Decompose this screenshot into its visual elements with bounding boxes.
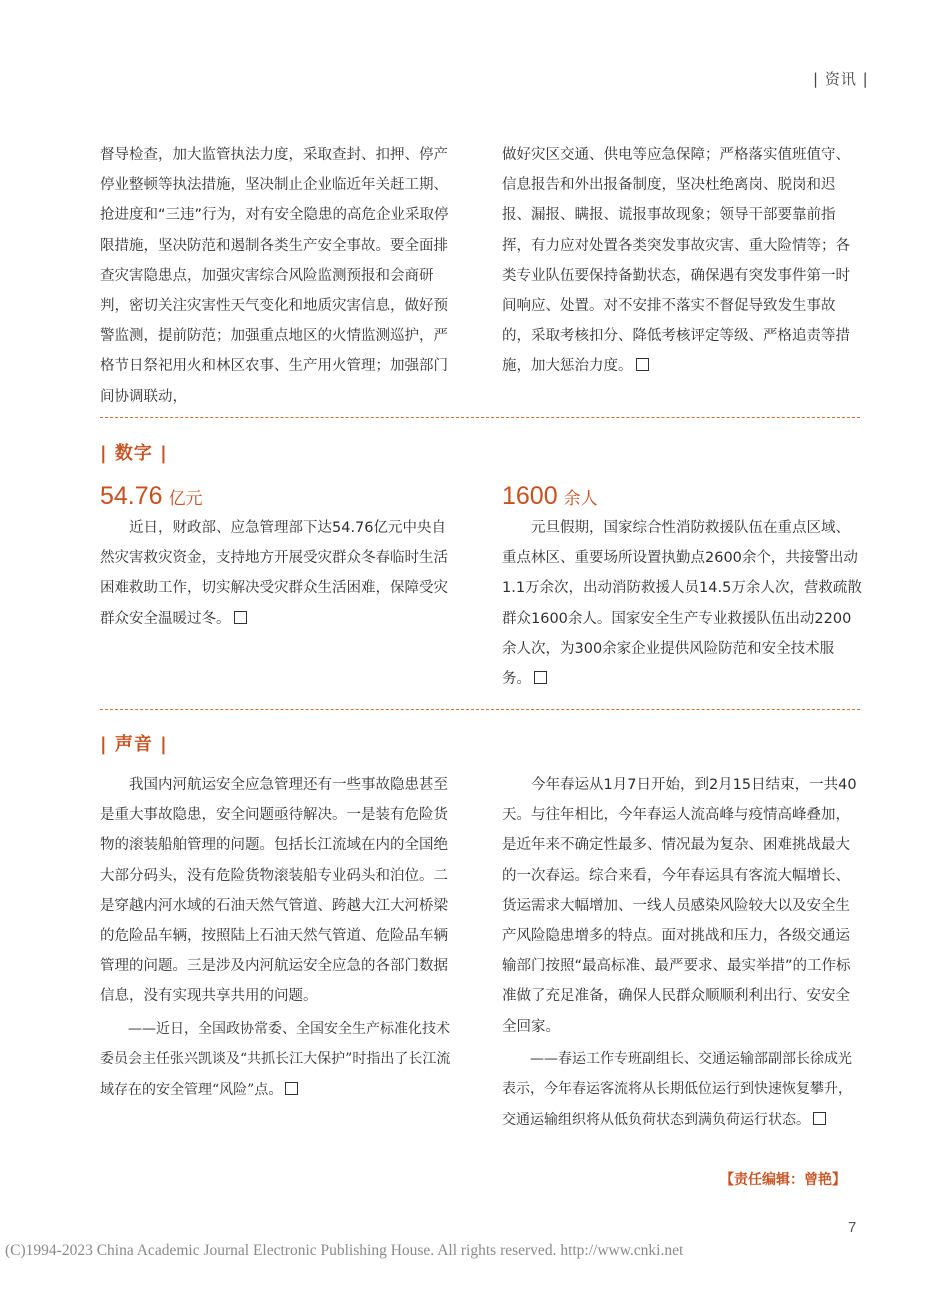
numbers-section-title: | 数字 | xyxy=(100,443,168,464)
end-mark-icon xyxy=(636,358,649,371)
numbers-right-column xyxy=(502,513,862,694)
numbers-left-text xyxy=(100,513,460,634)
voices-left-source-text: ——近日，全国政协常委、全国安全生产标准化技术委员会主任张兴凯谈及“共抓长江大保护”时指出了长江流域存在的安全管理“风险”点。 xyxy=(100,1020,451,1098)
section-tag: | 资讯 | xyxy=(813,70,869,88)
section-divider xyxy=(100,709,860,710)
figure-unit: 余人 xyxy=(563,489,598,509)
voices-left-column xyxy=(100,770,460,1105)
numbers-right-text xyxy=(502,513,862,694)
article-right-body: 做好灾区交通、供电等应急保障；严格落实值班值守、信息报告和外出报备制度，坚决杜绝离岗、脱岗和迟报、漏报、瞒报、谎报事故现象；领导干部要靠前指挥，有力应对处置各类突发事故灾害、重大险情等；各类专业队伍要保持备勤状态，确保遇有突发事件第一时间响应、处置。对不安排不落实不督促导致发生事故的，采取考核扣分、降低考核评定等级、严格追责等措施，加大惩治力度。 xyxy=(502,147,850,375)
article-right-text xyxy=(502,140,862,382)
figure-value: 1600 xyxy=(502,482,558,510)
voices-section-title: | 声音 | xyxy=(100,734,168,755)
end-mark-icon xyxy=(534,671,547,684)
responsible-editor: 【责任编辑：曾艳】 xyxy=(720,1172,846,1188)
voices-right-source-text: ——春运工作专班副组长、交通运输部副部长徐成光表示，今年春运客流将从长期低位运行到快速恢复攀升，交通运输组织将从低负荷状态到满负荷运行状态。 xyxy=(502,1050,852,1128)
voices-right-text: 今年春运从1月7日开始，到2月15日结束，一共40天。与往年相比，今年春运人流高峰与疫情高峰叠加，是近年来不确定性最多、情况最为复杂、困难挑战最大的一次春运。综合来看，今年春运具有客流大幅增长、货运需求大幅增加、一线人员感染风险较大以及安全生产风险隐患增多的特点。面对挑战和压力，各级交通运输部门按照“最高标准、最严要求、最实举措”的工作标准做了充足准备，确保人民群众顺顺利利出行、安安全全回家。 xyxy=(502,777,857,1035)
page-number: 7 xyxy=(848,1219,857,1236)
figure-value: 54.76 xyxy=(100,482,163,510)
numbers-right-body: 元旦假期，国家综合性消防救援队伍在重点区域、重点林区、重要场所设置执勤点2600余个，共接警出动1.1万余次，出动消防救援人员14.5万余人次，营救疏散群众1600余人。国家安全生产专业救援队伍出动2200余人次，为300余家企业提供风险防范和安全技术服务。 xyxy=(502,520,862,688)
figure-unit: 亿元 xyxy=(168,489,203,509)
end-mark-icon xyxy=(285,1082,298,1095)
numbers-left-figure xyxy=(100,482,203,511)
article-right-column xyxy=(502,140,862,382)
numbers-left-column xyxy=(100,513,460,634)
article-left-column xyxy=(100,140,460,412)
numbers-left-body: 近日，财政部、应急管理部下达54.76亿元中央自然灾害救灾资金，支持地方开展受灾群众冬春临时生活困难救助工作，切实解决受灾群众生活困难，保障受灾群众安全温暖过冬。 xyxy=(100,520,448,627)
copyright-footer: (C)1994-2023 China Academic Journal Electronic Publishing House. All rights reserved. http://www.cnki.net xyxy=(5,1242,684,1259)
section-divider xyxy=(100,417,860,418)
end-mark-icon xyxy=(234,611,247,624)
voices-right-column xyxy=(502,770,862,1135)
numbers-right-figure xyxy=(502,482,598,511)
voices-left-text: 我国内河航运安全应急管理还有一些事故隐患甚至是重大事故隐患，安全问题亟待解决。一是装有危险货物的滚装船舶管理的问题。包括长江流域在内的全国绝大部分码头，没有危险货物滚装船专业码头和泊位。二是穿越内河水域的石油天然气管道、跨越大江大河桥梁的危险品车辆，按照陆上石油天然气管道、危险品车辆管理的问题。三是涉及内河航运安全应急的各部门数据信息，没有实现共享共用的问题。 xyxy=(100,777,448,1005)
voices-right-source xyxy=(502,1044,862,1136)
end-mark-icon xyxy=(813,1112,826,1125)
voices-left-source xyxy=(100,1014,460,1106)
article-left-text: 督导检查，加大监管执法力度，采取查封、扣押、停产停业整顿等执法措施，坚决制止企业临近年关赶工期、抢进度和“三违”行为，对有安全隐患的高危企业采取停限措施，坚决防范和遏制各类生产安全事故。要全面排查灾害隐患点，加强灾害综合风险监测预报和会商研判，密切关注灾害性天气变化和地质灾害信息，做好预警监测，提前防范；加强重点地区的火情监测巡护，严格节日祭祀用火和林区农事、生产用火管理；加强部门间协调联动， xyxy=(100,147,449,405)
